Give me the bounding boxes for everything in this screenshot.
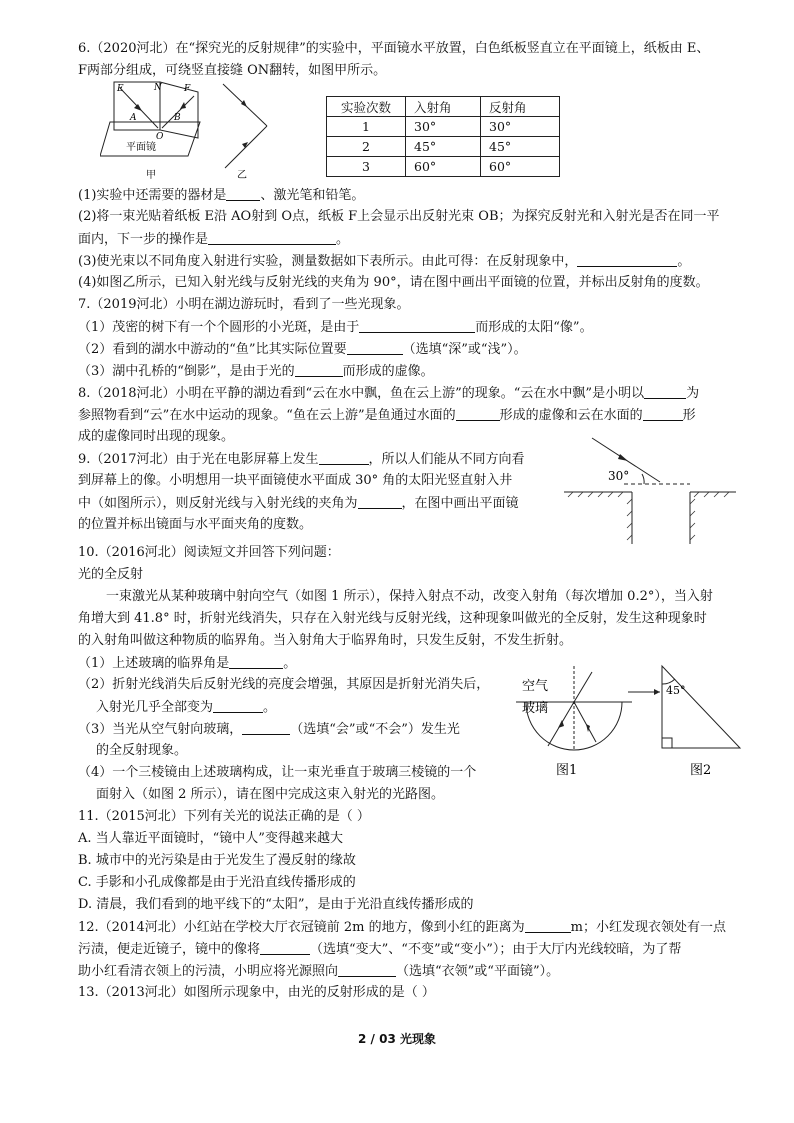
q6-part4: (4)如图乙所示，已知入射光线与反射光线的夹角为 90°，请在图中画出平面镜的位置，并标出反射角的度数。 — [78, 275, 709, 290]
q6-part2a: (2)将一束光贴着纸板 E沿 AO射到 O点，纸板 F上会显示出反射光束 OB；为探究反射光和入射光是否在同一平 — [78, 209, 720, 224]
table-cell: 30° — [481, 117, 560, 137]
q8-line3: 成的虚像同时出现的现象。 — [78, 429, 235, 444]
label-b: B — [174, 113, 181, 123]
answer-blank[interactable] — [358, 494, 402, 509]
q10-title: 光的全反射 — [78, 567, 144, 582]
q10-sub4b: 面射入（如图 2 所示），请在图中完成这束入射光的光路图。 — [96, 787, 445, 802]
q6-part2b: 面内，下一步的操作是 。 — [78, 232, 350, 247]
label-f: F — [184, 84, 191, 94]
table-cell: 60° — [406, 157, 481, 177]
answer-blank[interactable] — [319, 450, 369, 465]
q6-line2: F两部分组成，可绕竖直接缝 ON翻转，如图甲所示。 — [78, 63, 387, 78]
q13-stem: 13.（2013河北）如图所示现象中，由光的反射形成的是（ ） — [78, 985, 435, 1000]
q11-option-a[interactable]: A. 当人靠近平面镜时，“镜中人”变得越来越大 — [78, 831, 343, 846]
angle-label: 30° — [608, 469, 630, 483]
table-row — [327, 117, 560, 137]
table-cell: 45° — [481, 137, 560, 157]
table-cell: 1 — [327, 117, 406, 137]
answer-blank[interactable] — [260, 940, 310, 955]
table-cell: 45° — [406, 137, 481, 157]
caption-yi: 乙 — [237, 170, 247, 181]
q12-line1: 12.（2014河北）小红站在学校大厅衣冠镜前 2m 的地方，像到小红的距离为 m；小红发现衣领处有一点 — [78, 920, 726, 935]
q10-sub2a: （2）折射光线消失后反射光线的亮度会增强，其原因是折射光消失后， — [78, 677, 490, 692]
figure-2 — [628, 662, 748, 778]
table-cell: 3 — [327, 157, 406, 177]
label-n: N — [154, 83, 162, 93]
q8-line2: 参照物看到“云”在水中运动的现象。“鱼在云上游”是鱼通过水面的 形成的虚像和云在水面的 形 — [78, 408, 696, 423]
answer-blank[interactable] — [456, 406, 500, 421]
label-a: A — [130, 113, 137, 123]
experiment-table — [326, 96, 560, 177]
q6-part3: (3)使光束以不同角度入射进行实验，测量数据如下表所示。由此可得：在反射现象中， 。 — [78, 254, 691, 269]
q10-para1: 一束激光从某种玻璃中射向空气（如图 1 所示），保持入射点不动，改变入射角（每次增加 0.2°），当入射 — [106, 589, 713, 604]
q9-line3: 中（如图所示），则反射光线与入射光线的夹角为 ，在图中画出平面镜 — [78, 496, 519, 511]
table-cell: 30° — [406, 117, 481, 137]
figure-yi — [215, 78, 285, 184]
answer-blank[interactable] — [525, 918, 571, 933]
q6-line1: 6.（2020河北）在“探究光的反射规律”的实验中，平面镜水平放置，白色纸板竖直立在平面镜上，纸板由 E、 — [78, 41, 710, 56]
figure-jia — [100, 78, 210, 184]
q10-sub2b: 入射光几乎全部变为 。 — [96, 700, 277, 715]
q9-line4: 的位置并标出镜面与水平面夹角的度数。 — [78, 517, 313, 532]
q7-stem: 7.（2019河北）小明在湖边游玩时，看到了一些光现象。 — [78, 297, 410, 312]
figure-1 — [514, 662, 634, 778]
q10-stem: 10.（2016河北）阅读短文并回答下列问题： — [78, 545, 340, 560]
answer-blank[interactable] — [229, 654, 283, 669]
table-header-row — [327, 97, 560, 117]
q12-line2: 污渍，便走近镜子，镜中的像将 （选填“变大”、“不变”或“变小”）；由于大厅内光线较暗，为了帮 — [78, 942, 682, 957]
air-label: 空气 — [522, 679, 549, 694]
q6-part1: (1)实验中还需要的器材是 、激光笔和铅笔。 — [78, 188, 365, 203]
caption-fig2: 图2 — [690, 763, 712, 778]
answer-blank[interactable] — [359, 318, 475, 333]
table-header: 入射角 — [406, 97, 481, 117]
table-row — [327, 137, 560, 157]
table-row — [327, 157, 560, 177]
page-footer: 2 / 03 光现象 — [358, 1032, 436, 1046]
q7-sub2: （2）看到的湖水中游动的“鱼”比其实际位置要 （选填“深”或“浅”）。 — [78, 342, 527, 357]
answer-blank[interactable] — [643, 406, 683, 421]
q7-sub1: （1）茂密的树下有一个个圆形的小光斑，是由于 而形成的太阳“像”。 — [78, 320, 593, 335]
answer-blank[interactable] — [577, 252, 677, 267]
answer-blank[interactable] — [295, 362, 343, 377]
label-o: O — [156, 132, 164, 142]
q10-sub3b: 的全反射现象。 — [96, 743, 188, 758]
q11-option-c[interactable]: C. 手影和小孔成像都是由于光沿直线传播形成的 — [78, 875, 356, 890]
answer-blank[interactable] — [347, 340, 403, 355]
table-header: 反射角 — [481, 97, 560, 117]
q11-option-d[interactable]: D. 清晨，我们看到的地平线下的“太阳”，是由于光沿直线传播形成的 — [78, 897, 474, 912]
q10-sub4a: （4）一个三棱镜由上述玻璃构成，让一束光垂直于玻璃三棱镜的一个 — [78, 765, 477, 780]
table-cell: 2 — [327, 137, 406, 157]
q10-para2: 角增大到 41.8° 时，折射光线消失，只存在入射光线与反射光线，这种现象叫做光的全反射，发生这种现象时 — [78, 611, 707, 626]
answer-blank[interactable] — [226, 186, 260, 201]
angle-label: 45° — [666, 684, 686, 697]
q9-line1: 9.（2017河北）由于光在电影屏幕上发生 ，所以人们能从不同方向看 — [78, 452, 525, 467]
q10-sub1: （1）上述玻璃的临界角是 。 — [78, 656, 297, 671]
q11-stem: 11.（2015河北）下列有关光的说法正确的是（ ） — [78, 809, 370, 824]
table-cell: 60° — [481, 157, 560, 177]
q9-line2: 到屏幕上的像。小明想用一块平面镜使水平面成 30° 角的太阳光竖直射入井 — [78, 473, 513, 488]
figure-well — [562, 428, 738, 546]
mirror-label: 平面镜 — [126, 142, 156, 153]
q11-option-b[interactable]: B. 城市中的光污染是由于光发生了漫反射的缘故 — [78, 853, 356, 868]
q8-line1: 8.（2018河北）小明在平静的湖边看到“云在水中飘，鱼在云上游”的现象。“云在水中飘”是小明以 为 — [78, 386, 700, 401]
answer-blank[interactable] — [644, 384, 686, 399]
answer-blank[interactable] — [338, 962, 396, 977]
label-e: E — [117, 84, 124, 94]
answer-blank[interactable] — [242, 720, 290, 735]
caption-fig1: 图1 — [556, 763, 578, 778]
glass-label: 玻璃 — [522, 701, 549, 716]
answer-blank[interactable] — [208, 230, 336, 245]
q12-line3: 助小红看清衣领上的污渍，小明应将光源照向 （选填“衣领”或“平面镜”）。 — [78, 964, 560, 979]
q7-sub3: （3）湖中孔桥的“倒影”，是由于光的 而形成的虚像。 — [78, 364, 434, 379]
q10-para3: 的入射角叫做这种物质的临界角。当入射角大于临界角时，只发生反射，不发生折射。 — [78, 633, 573, 648]
q10-sub3a: （3）当光从空气射向玻璃， （选填“会”或“不会”）发生光 — [78, 722, 460, 737]
table-header: 实验次数 — [327, 97, 406, 117]
answer-blank[interactable] — [213, 698, 263, 713]
caption-jia: 甲 — [146, 170, 156, 181]
